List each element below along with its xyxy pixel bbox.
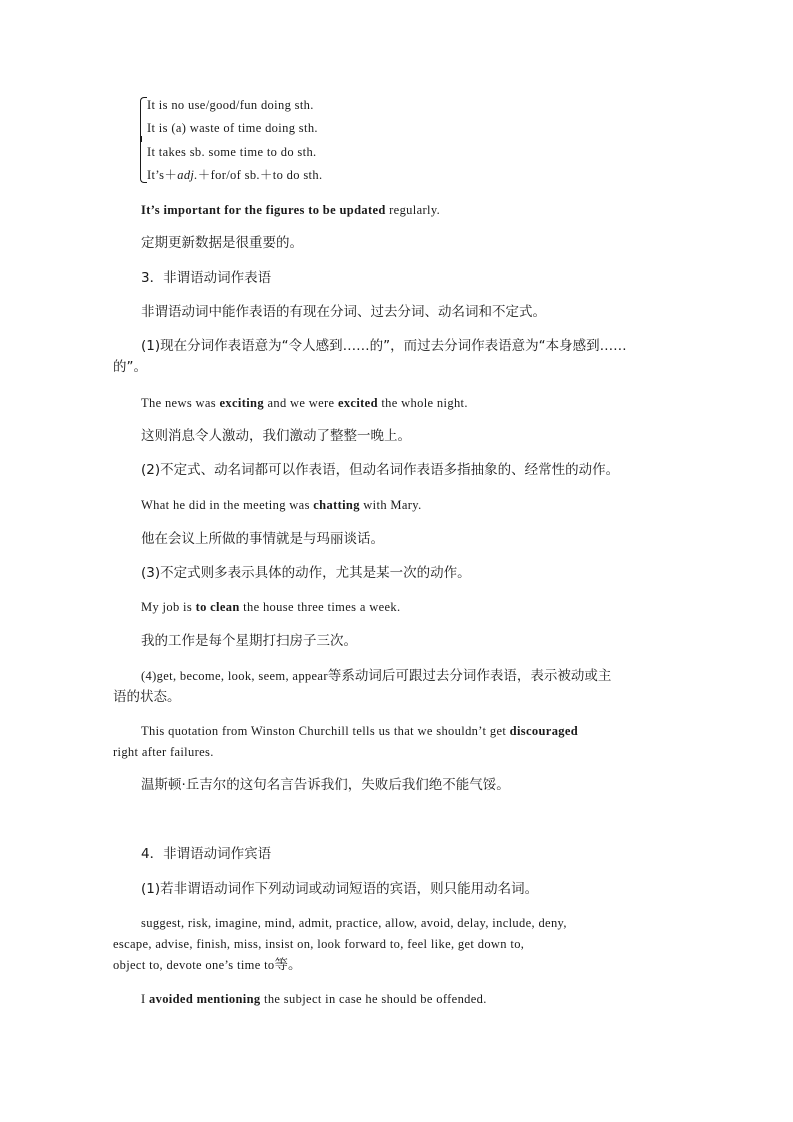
example-translation-4: 我的工作是每个星期打扫房子三次。 [141,633,357,649]
example-translation-5: 温斯顿·丘吉尔的这句名言告诉我们，失败后我们绝不能气馁。 [141,777,510,793]
example-sentence-4: My job is to clean the house three times a week. [141,600,401,614]
example-sentence-2: The news was exciting and we were excited the whole night. [141,396,468,410]
verb-list-line-3: object to, devote one’s time to等。 [113,957,302,973]
point-2: (2)不定式、动名词都可以作表语，但动名词作表语多指抽象的、经常性的动作。 [141,462,620,478]
point-3: (3)不定式则多表示具体的动作，尤其是某一次的动作。 [141,565,471,581]
pattern-line-4: It’s＋adj.＋for/of sb.＋to do sth. [147,168,323,182]
example-translation-3: 他在会议上所做的事情就是与玛丽谈话。 [141,531,384,547]
pattern-line-3: It takes sb. some time to do sth. [147,145,317,159]
example-sentence-5-line-1: This quotation from Winston Churchill tells us that we shouldn’t get discouraged [141,724,579,738]
point-1-line-1: (1)现在分词作表语意为“令人感到……的”，而过去分词作表语意为“本身感到…… [141,338,627,354]
section-3-intro: 非谓语动词中能作表语的有现在分词、过去分词、动名词和不定式。 [141,304,546,320]
example-translation-2: 这则消息令人激动，我们激动了整整一晚上。 [141,428,411,444]
example-sentence-1: It’s important for the figures to be updated regularly. [141,203,441,217]
example-translation-1: 定期更新数据是很重要的。 [141,235,303,251]
point-4-line-2: 语的状态。 [113,689,181,705]
section-4-heading: 4．非谓语动词作宾语 [141,846,272,862]
pattern-line-1: It is no use/good/fun doing sth. [147,98,314,112]
point-1-line-2: 的”。 [113,359,147,375]
section-3-heading: 3．非谓语动词作表语 [141,270,272,286]
verb-list-line-2: escape, advise, finish, miss, insist on, look forward to, feel like, get down to, [113,937,525,951]
brace-point [136,136,142,142]
verb-list-line-1: suggest, risk, imagine, mind, admit, practice, allow, avoid, delay, include, deny, [141,916,567,930]
example-sentence-6: I avoided mentioning the subject in case he should be offended. [141,992,487,1006]
point-4-line-1: (4)get, become, look, seem, appear等系动词后可跟过去分词作表语，表示被动或主 [141,668,612,684]
section-4-point-1: (1)若非谓语动词作下列动词或动词短语的宾语，则只能用动名词。 [141,881,539,897]
pattern-line-2: It is (a) waste of time doing sth. [147,121,318,135]
example-sentence-3: What he did in the meeting was chatting with Mary. [141,498,422,512]
example-sentence-5-line-2: right after failures. [113,745,214,759]
